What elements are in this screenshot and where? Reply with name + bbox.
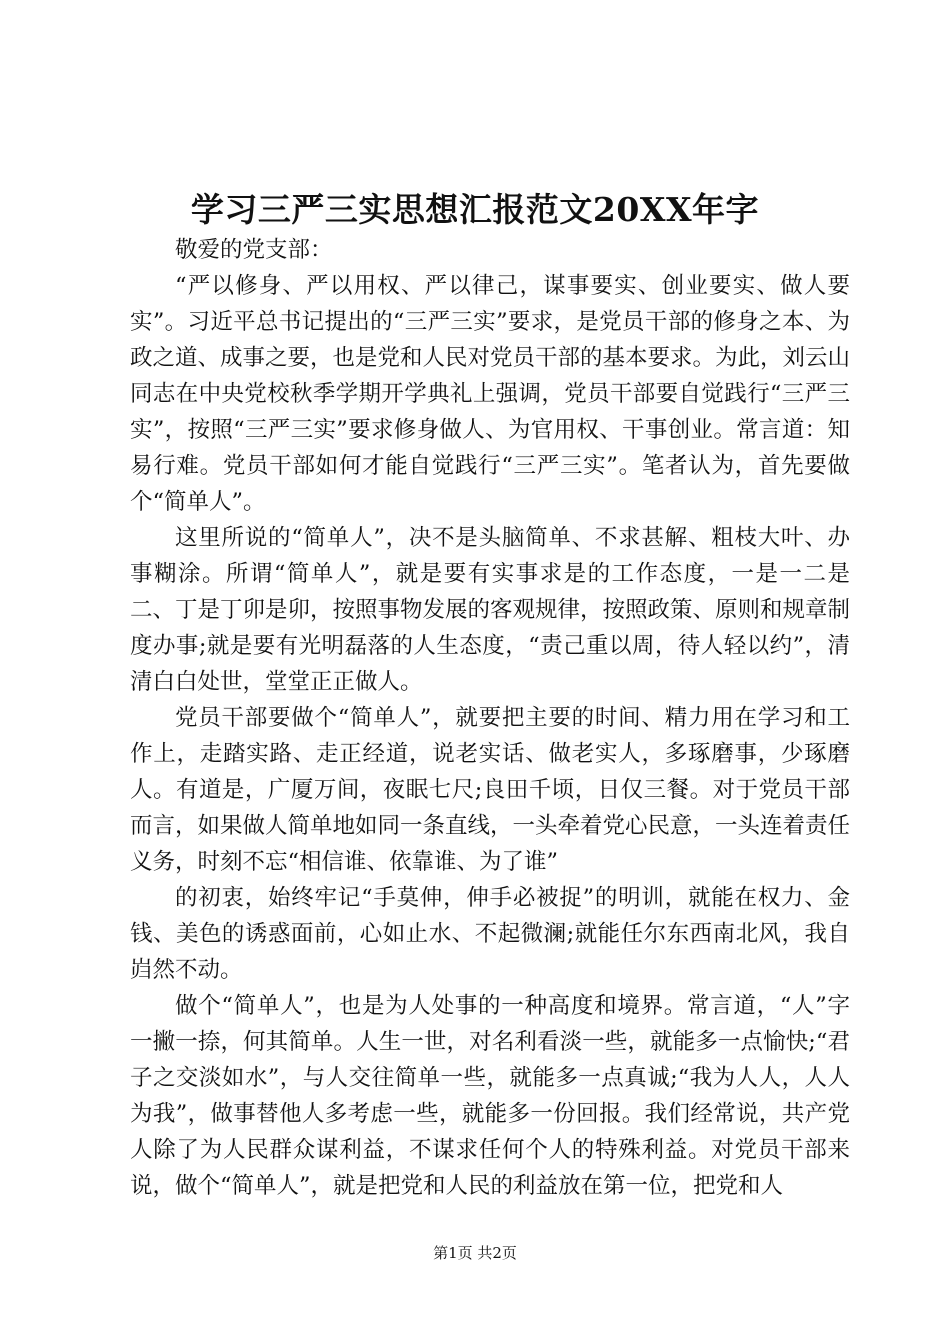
paragraph-1: “严以修身、严以用权、严以律己，谋事要实、创业要实、做人要实”。习近平总书记提出的“三严三实”要求，是党员干部的修身之本、为政之道、成事之要，也是党和人民对党员干部的基本要求。为此，刘云山同志在中央党校秋季学期开学典礼上强调，党员干部要自觉践行“三严三实”，按照“三严三实”要求修身做人、为官用权、干事创业。常言道：知易行难。党员干部如何才能自觉践行“三严三实”。笔者认为，首先要做个“简单人”。 bbox=[130, 273, 851, 515]
document-title: 学习三严三实思想汇报范文20XX年字 bbox=[190, 190, 760, 229]
paragraph-5: 做个“简单人”，也是为人处事的一种高度和境界。常言道，“人”字一撇一捺，何其简单。人生一世，对名利看淡一些，就能多一点愉快;“君子之交淡如水”，与人交往简单一些，就能多一点真诚;“我为人人，人人为我”，做事替他人多考虑一些，就能多一份回报。我们经常说，共产党人除了为人民群众谋利益，不谋求任何个人的特殊利益。对党员干部来说，做个“简单人”，就是把党和人民的利益放在第一位，把党和人 bbox=[130, 993, 850, 1199]
salutation: 敬爱的党支部： bbox=[175, 237, 333, 263]
paragraph-3: 党员干部要做个“简单人”，就要把主要的时间、精力用在学习和工作上，走踏实路、走正经道，说老实话、做老实人，多琢磨事，少琢磨人。有道是，广厦万间，夜眠七尺;良田千顷，日仅三餐。对于党员干部而言，如果做人简单地如同一条直线，一头牵着党心民意，一头连着责任义务，时刻不忘“相信谁、依靠谁、为了谁” bbox=[130, 705, 851, 875]
paragraph-2: 这里所说的“简单人”，决不是头脑简单、不求甚解、粗枝大叶、办事糊涂。所谓“简单人”，就是要有实事求是的工作态度，一是一二是二、丁是丁卯是卯，按照事物发展的客观规律，按照政策、原则和规章制度办事;就是要有光明磊落的人生态度，“责己重以周，待人轻以约”，清清白白处世，堂堂正正做人。 bbox=[130, 525, 851, 695]
document-body bbox=[130, 232, 850, 1204]
paragraph-4: 的初衷，始终牢记“手莫伸，伸手必被捉”的明训，就能在权力、金钱、美色的诱惑面前，心如止水、不起微澜;就能任尔东西南北风，我自岿然不动。 bbox=[130, 885, 850, 983]
page-number-footer: 第1页 共2页 bbox=[433, 1244, 517, 1262]
